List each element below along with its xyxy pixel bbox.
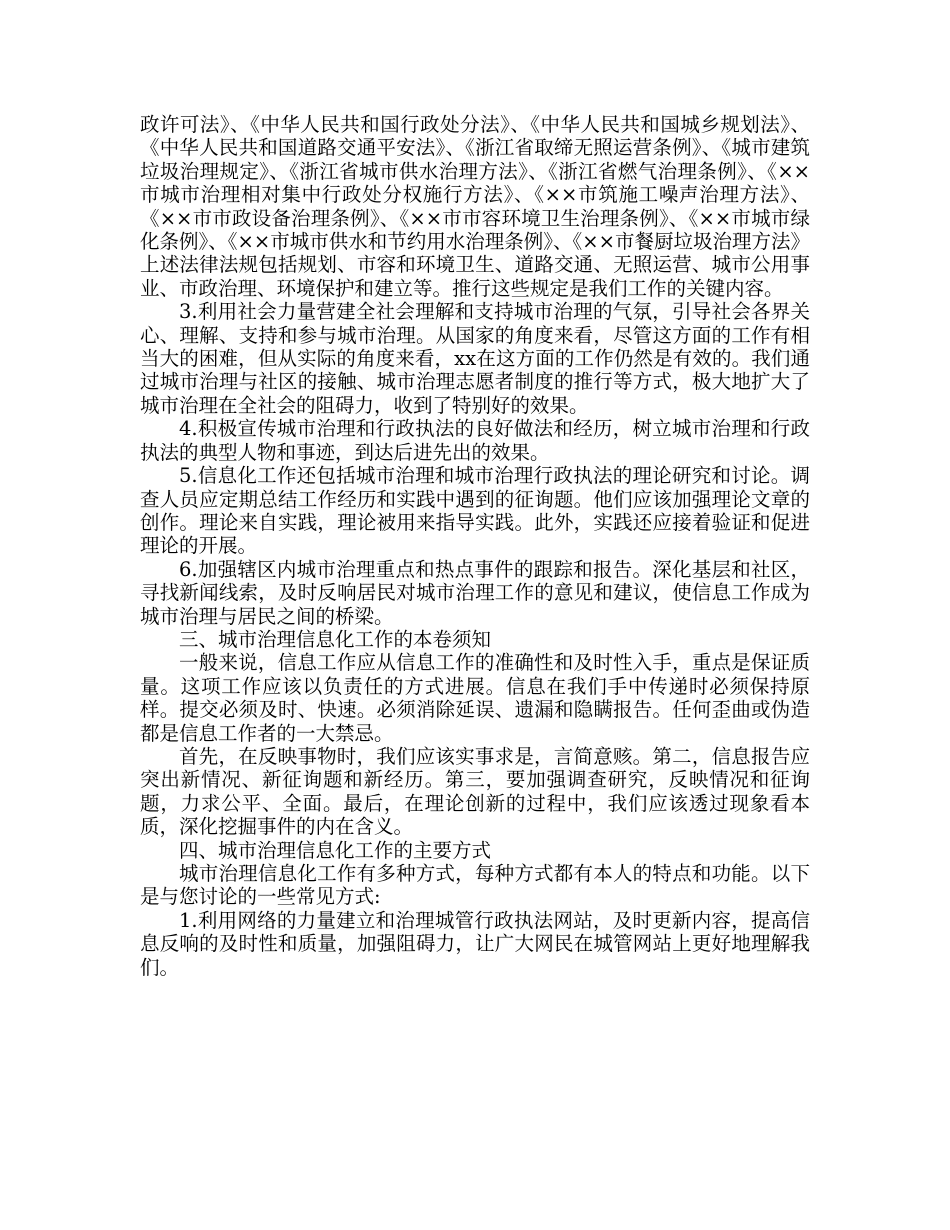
paragraph-first-second: 首先，在反映事物时，我们应该实事求是，言简意赅。第二，信息报告应突出新情况、新征询题和新经历。第三，要加强调查研究，反映情况和征询题，力求公平、全面。最后，在理论创新的过程中，我们应该透过现象看本质，深化挖掘事件的内在含义。	[140, 744, 810, 839]
paragraph-law-list: 政许可法》、《中华人民共和国行政处分法》、《中华人民共和国城乡规划法》、《中华人民共和国道路交通平安法》、《浙江省取缔无照运营条例》、《城市建筑垃圾治理规定》、《浙江省城市供水治理方法》、《浙江省燃气治理条例》、《××市城市治理相对集中行政处分权施行方法》、《××市筑施工噪声治理方法》、《××市市政设备治理条例》、《××市市容环境卫生治理条例》、《××市城市绿化条例》、《××市城市供水和节约用水治理条例》、《××市餐厨垃圾治理方法》上述法律法规包括规划、市容和环境卫生、道路交通、无照运营、城市公用事业、市政治理、环境保护和建立等。推行这些规定是我们工作的关键内容。	[140, 113, 810, 300]
section-heading-3: 三、城市治理信息化工作的本卷须知	[179, 627, 492, 651]
paragraph-general: 一般来说，信息工作应从信息工作的准确性和及时性入手，重点是保证质量。这项工作应该以负责任的方式进展。信息在我们手中传递时必须保持原样。提交必须及时、快速。必须消除延误、遗漏和隐瞒报告。任何歪曲或伪造都是信息工作者的一大禁忌。	[140, 651, 810, 745]
paragraph-item-6: 6.加强辖区内城市治理重点和热点事件的跟踪和报告。深化基层和社区，寻找新闻线索，及时反响居民对城市治理工作的意见和建议，使信息工作成为城市治理与居民之间的桥梁。	[140, 557, 810, 628]
paragraph-item-3: 3.利用社会力量营建全社会理解和支持城市治理的气氛，引导社会各界关心、理解、支持和参与城市治理。从国家的角度来看，尽管这方面的工作有相当大的困难，但从实际的角度来看，xx在这方面的工作仍然是有效的。我们通过城市治理与社区的接触、城市治理志愿者制度的推行等方式，极大地扩大了城市治理在全社会的阻碍力，收到了特别好的效果。	[140, 300, 810, 417]
paragraph-item-4: 4.积极宣传城市治理和行政执法的良好做法和经历，树立城市治理和行政执法的典型人物和事迹，到达后进先出的效果。	[140, 417, 810, 464]
paragraph-methods-intro: 城市治理信息化工作有多种方式，每种方式都有本人的特点和功能。以下是与您讨论的一些常见方式:	[140, 862, 810, 909]
paragraph-item-5: 5.信息化工作还包括城市治理和城市治理行政执法的理论研究和讨论。调查人员应定期总结工作经历和实践中遇到的征询题。他们应该加强理论文章的创作。理论来自实践，理论被用来指导实践。此外，实践还应接着验证和促进理论的开展。	[140, 464, 810, 558]
paragraph-method-1: 1.利用网络的力量建立和治理城管行政执法网站，及时更新内容，提高信息反响的及时性和质量，加强阻碍力，让广大网民在城管网站上更好地理解我们。	[140, 908, 810, 979]
section-heading-4: 四、城市治理信息化工作的主要方式	[179, 838, 492, 862]
document-body	[140, 113, 810, 979]
